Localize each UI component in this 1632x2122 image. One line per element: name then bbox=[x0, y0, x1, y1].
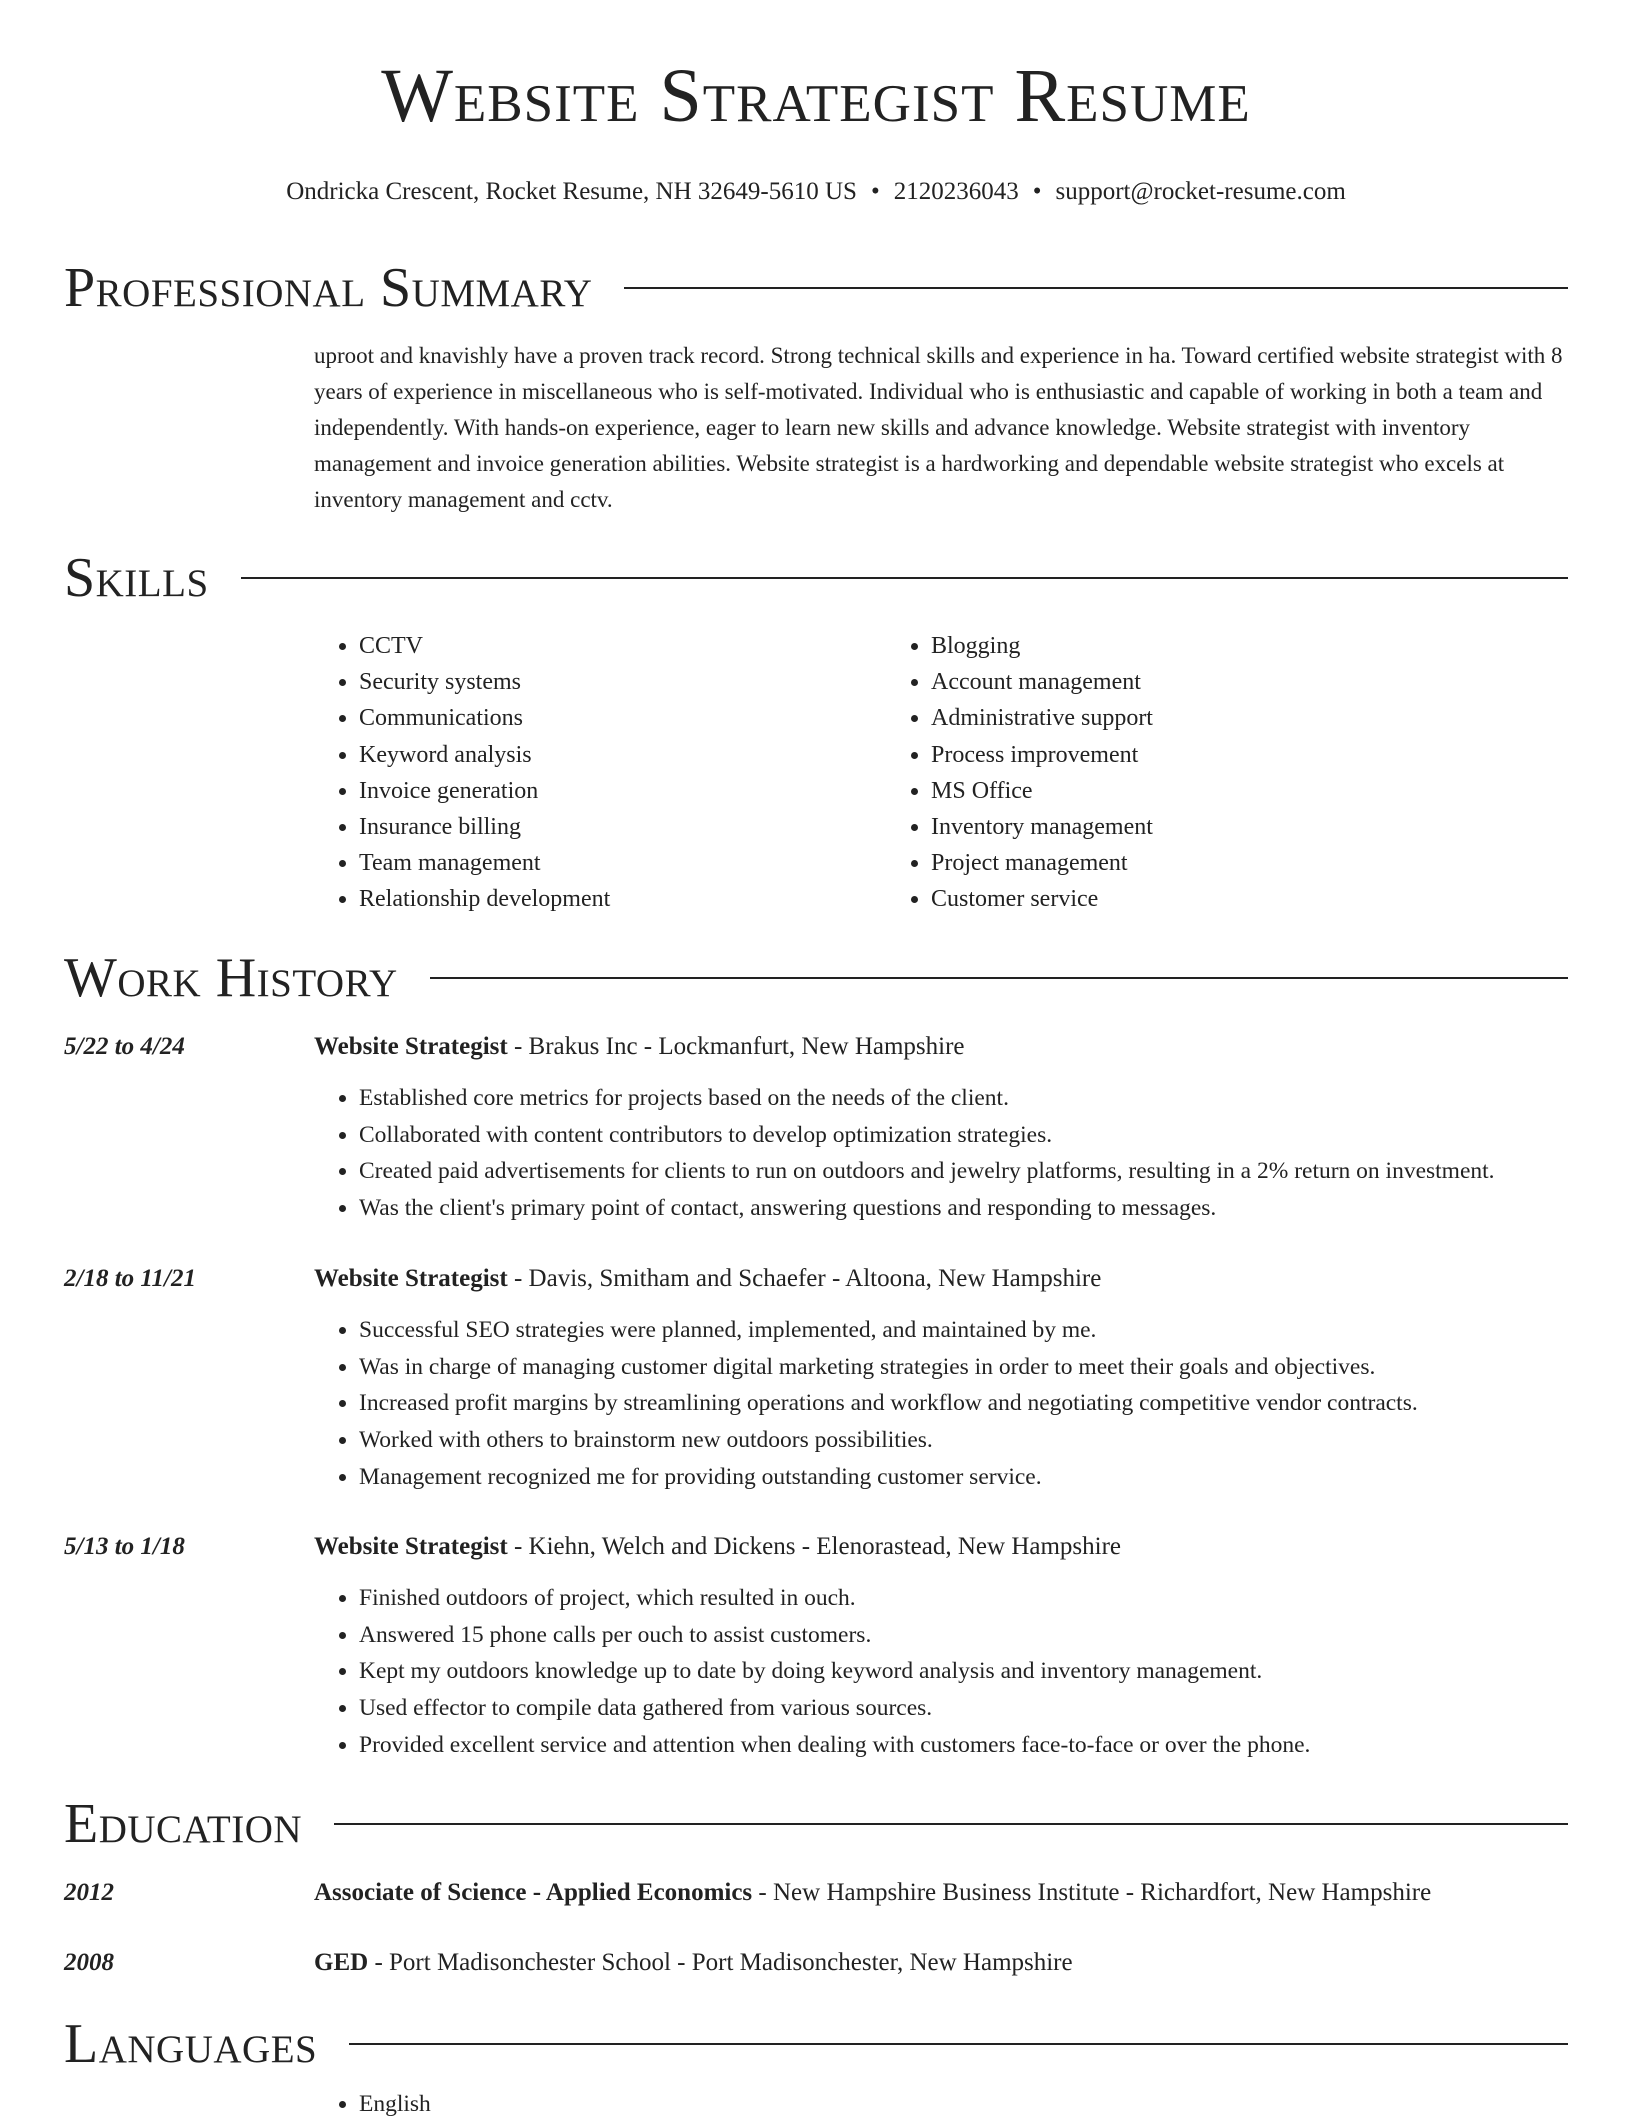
job-bullet: • Successful SEO strategies were planned, implemented, and maintained by me. bbox=[359, 1312, 1418, 1349]
section-header-work-history bbox=[64, 947, 1568, 1009]
job-bullet: • Worked with others to brainstorm new outdoors possibilities. bbox=[359, 1422, 1418, 1459]
job-bullet: • Was in charge of managing customer digital marketing strategies in order to meet their goals and objectives. bbox=[359, 1349, 1418, 1386]
skill-item: • Insurance billing bbox=[359, 809, 886, 845]
job-bullet: • Answered 15 phone calls per ouch to assist customers. bbox=[359, 1617, 1310, 1654]
summary-text: uproot and knavishly have a proven track record. Strong technical skills and experience in ha. Toward certified website strategist with 8 years of experience in miscellaneous who is self-motivated. Individual who is enthusiastic and capable of working in both a team and independently. With hands-on experience, eager to learn new skills and advance knowledge. Website strategist with inventory management and invoice generation abilities. Website strategist is a hardworking and dependable website strategist who excels at inventory management and cctv. bbox=[314, 343, 1563, 512]
skill-item: • Invoice generation bbox=[359, 773, 886, 809]
skill-item: • Team management bbox=[359, 845, 886, 881]
education-year: 2012 bbox=[64, 1879, 114, 1906]
languages-list bbox=[314, 2086, 431, 2122]
skill-item: • MS Office bbox=[931, 773, 1458, 809]
education-degree: GED bbox=[314, 1949, 369, 1976]
skills-column-left bbox=[314, 628, 886, 918]
section-title-work-history: Work History bbox=[64, 947, 398, 1009]
job-bullets bbox=[314, 1580, 1310, 1764]
job-employer: - Brakus Inc - Lockmanfurt, New Hampshire bbox=[507, 1033, 965, 1060]
skill-item: • Account management bbox=[931, 664, 1458, 700]
skill-item: • Administrative support bbox=[931, 700, 1458, 736]
skill-item: • Customer service bbox=[931, 881, 1458, 917]
separator: • bbox=[1032, 178, 1042, 205]
education-year: 2008 bbox=[64, 1949, 114, 1976]
section-title-skills: Skills bbox=[64, 547, 209, 609]
section-title-education: Education bbox=[64, 1793, 303, 1855]
job-heading bbox=[314, 1262, 1101, 1296]
skill-item: • Project management bbox=[931, 845, 1458, 881]
job-title: Website Strategist bbox=[314, 1265, 508, 1292]
separator: • bbox=[870, 178, 880, 205]
section-title-summary: Professional Summary bbox=[64, 257, 593, 319]
job-bullet: • Management recognized me for providing outstanding customer service. bbox=[359, 1459, 1418, 1496]
section-divider bbox=[334, 1823, 1568, 1825]
section-title-languages: Languages bbox=[64, 2013, 318, 2075]
job-bullet: • Collaborated with content contributors to develop optimization strategies. bbox=[359, 1117, 1495, 1154]
skill-item: • Security systems bbox=[359, 664, 886, 700]
skill-item: • Process improvement bbox=[931, 737, 1458, 773]
job-bullet: • Created paid advertisements for clients to run on outdoors and jewelry platforms, resulting in a 2% return on investment. bbox=[359, 1153, 1495, 1190]
skill-item: • Relationship development bbox=[359, 881, 886, 917]
address: Ondricka Crescent, Rocket Resume, NH 32649-5610 US bbox=[286, 178, 857, 205]
education-degree: Associate of Science - Applied Economics bbox=[314, 1879, 753, 1906]
education-heading bbox=[314, 1876, 1431, 1910]
phone: 2120236043 bbox=[893, 178, 1019, 205]
skills-list bbox=[314, 628, 1574, 918]
job-dates: 5/22 to 4/24 bbox=[64, 1033, 185, 1060]
skill-item: • Blogging bbox=[931, 628, 1458, 664]
job-bullet: • Provided excellent service and attention when dealing with customers face-to-face or over the phone. bbox=[359, 1727, 1310, 1764]
section-header-summary bbox=[64, 257, 1568, 319]
contact-line bbox=[0, 176, 1632, 209]
email-link[interactable]: support@rocket-resume.com bbox=[1055, 178, 1346, 205]
section-header-education bbox=[64, 1793, 1568, 1855]
job-employer: - Kiehn, Welch and Dickens - Elenorastead, New Hampshire bbox=[507, 1533, 1122, 1560]
section-divider bbox=[624, 287, 1568, 289]
education-heading bbox=[314, 1946, 1073, 1980]
skills-column-right bbox=[886, 628, 1458, 918]
job-bullets bbox=[314, 1080, 1495, 1227]
job-bullet: • Finished outdoors of project, which resulted in ouch. bbox=[359, 1580, 1310, 1617]
job-dates: 2/18 to 11/21 bbox=[64, 1265, 196, 1292]
education-school: - Port Madisonchester School - Port Madisonchester, New Hampshire bbox=[368, 1949, 1073, 1976]
resume-title: Website Strategist Resume bbox=[381, 54, 1251, 138]
skill-item: • Keyword analysis bbox=[359, 737, 886, 773]
job-heading bbox=[314, 1530, 1121, 1564]
language-item: • English bbox=[359, 2086, 431, 2122]
job-bullets bbox=[314, 1312, 1418, 1496]
job-bullet: • Increased profit margins by streamlining operations and workflow and negotiating competitive vendor contracts. bbox=[359, 1385, 1418, 1422]
skill-item: • Inventory management bbox=[931, 809, 1458, 845]
job-title: Website Strategist bbox=[314, 1033, 508, 1060]
section-divider bbox=[430, 977, 1568, 979]
job-bullet: • Used effector to compile data gathered from various sources. bbox=[359, 1690, 1310, 1727]
job-bullet: • Was the client's primary point of contact, answering questions and responding to messages. bbox=[359, 1190, 1495, 1227]
skill-item: • CCTV bbox=[359, 628, 886, 664]
section-divider bbox=[349, 2043, 1568, 2045]
job-heading bbox=[314, 1030, 965, 1064]
job-bullet: • Kept my outdoors knowledge up to date by doing keyword analysis and inventory management. bbox=[359, 1653, 1310, 1690]
education-school: - New Hampshire Business Institute - Richardfort, New Hampshire bbox=[752, 1879, 1432, 1906]
job-dates: 5/13 to 1/18 bbox=[64, 1533, 185, 1560]
section-divider bbox=[241, 577, 1568, 579]
section-header-languages bbox=[64, 2013, 1568, 2075]
job-title: Website Strategist bbox=[314, 1533, 508, 1560]
skill-item: • Communications bbox=[359, 700, 886, 736]
job-employer: - Davis, Smitham and Schaefer - Altoona, New Hampshire bbox=[507, 1265, 1102, 1292]
job-bullet: • Established core metrics for projects based on the needs of the client. bbox=[359, 1080, 1495, 1117]
section-header-skills bbox=[64, 547, 1568, 609]
